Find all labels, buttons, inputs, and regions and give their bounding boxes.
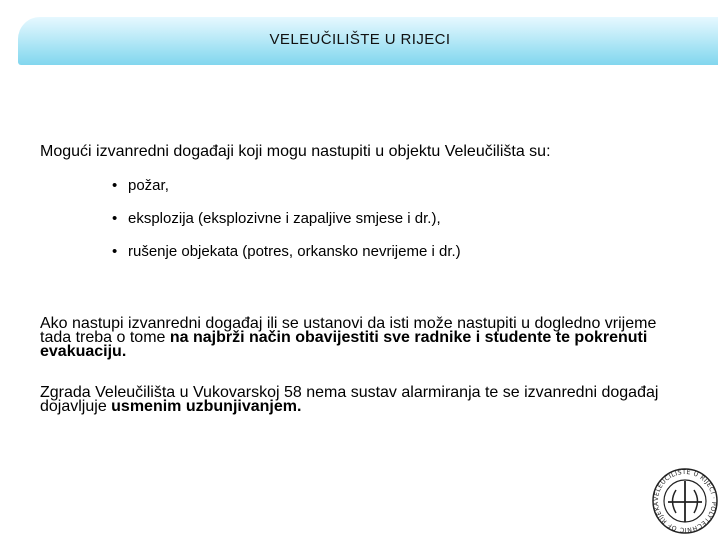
paragraph-emphasis: usmenim uzbunjivanjem. [111,398,302,415]
event-list [112,175,672,274]
intro-text: Mogući izvanredni događaji koji mogu nastupiti u objektu Veleučilišta su: [40,143,551,160]
list-item-text: eksplozija (eksplozivne i zapaljive smjese i dr.), [128,210,441,227]
bullet-icon: • [112,243,118,260]
list-item-text: rušenje objekata (potres, orkansko nevrijeme i dr.) [128,243,461,260]
institution-seal-icon [650,466,720,536]
list-item-text: požar, [128,177,169,194]
evacuation-paragraph [40,317,680,359]
alarm-paragraph [40,386,680,414]
bullet-icon: • [112,177,118,194]
page-title: VELEUČILIŠTE U RIJECI [269,31,451,48]
paragraph-text: Ako nastupi izvanredni događaj ili se ustanovi da isti može nastupiti u dogledno vrijeme tada treba o tome [40,315,657,346]
bullet-icon: • [112,210,118,227]
list-item [112,175,672,208]
list-item [112,241,672,274]
paragraph-emphasis: na najbrži način obavijestiti sve radnike i studente te pokrenuti evakuaciju. [40,329,648,360]
seal-text: VELEUČILIŠTE U RIJECI · POLYTECHNIC OF RIJEKA [652,468,718,534]
list-item [112,208,672,241]
paragraph-text: Zgrada Veleučilišta u Vukovarskoj 58 nema sustav alarmiranja te se izvanredni događaj dojavljuje [40,384,659,415]
